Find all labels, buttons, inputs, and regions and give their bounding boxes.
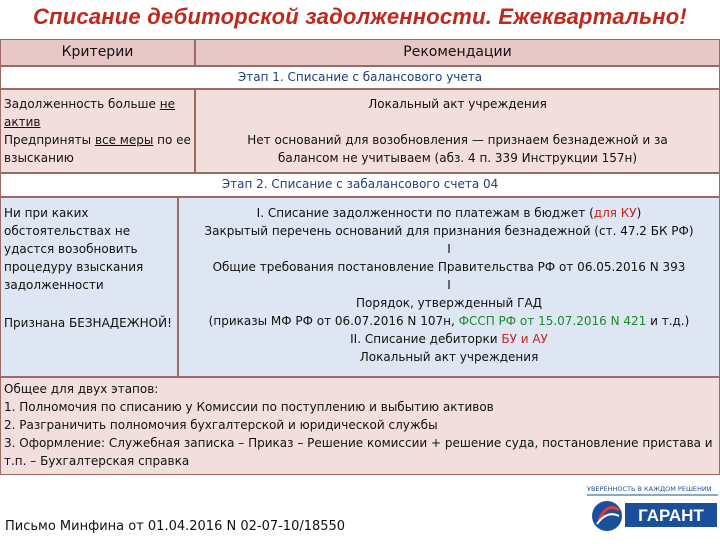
common-section xyxy=(0,377,720,475)
stage1-criteria xyxy=(0,89,195,173)
garant-logo xyxy=(585,480,720,540)
stage2-line3: I xyxy=(447,242,451,256)
stage1-label-text: Этап 1. Списание с балансового учета xyxy=(237,70,483,84)
stage1-recommendations xyxy=(195,89,720,173)
stage2-label xyxy=(0,173,720,197)
stage2-line8: II. Списание дебиторки БУ и АУ xyxy=(350,332,548,346)
common-item-3: 3. Оформление: Служебная записка – Приказ – Решение комиссии + решение суда, постановление пристава и т.п. – Бухгалтерская справка xyxy=(4,436,713,468)
stage2-line4: Общие требования постановление Правительства РФ от 06.05.2016 N 393 xyxy=(212,260,686,274)
stage1-rec2: Нет оснований для возобновления — признаем безнадежной и за балансом не учитываем (абз. 4 п. 339 Инструкции 157н) xyxy=(247,133,668,165)
stage1-rec1: Локальный акт учреждения xyxy=(368,97,547,111)
stage2-line1: I. Списание задолженности по платежам в бюджет (для КУ) xyxy=(256,206,642,220)
stage2-line9: Локальный акт учреждения xyxy=(359,350,539,364)
stage2-line2: Закрытый перечень оснований для признания безнадежной (ст. 47.2 БК РФ) xyxy=(204,224,694,238)
common-item-2: 2. Разграничить полномочия бухгалтерской и юридической службы xyxy=(4,418,438,432)
logo-wordmark: ГАРАНТ xyxy=(638,506,704,525)
stage2-crit2: Признана БЕЗНАДЕЖНОЙ! xyxy=(4,316,172,330)
header-recommendations-label: Рекомендации xyxy=(403,44,512,60)
stage2-line5: I xyxy=(447,278,451,292)
minfin-letter: Письмо Минфина от 01.04.2016 N 02-07-10/18550 xyxy=(5,519,346,534)
stage2-line7: (приказы МФ РФ от 06.07.2016 N 107н, ФССП РФ от 15.07.2016 N 421 и т.д.) xyxy=(208,314,690,328)
stage2-label-text: Этап 2. Списание с забалансового счета 04 xyxy=(221,177,499,191)
page-title: Списание дебиторской задолженности. Ежеквартально! xyxy=(33,4,687,29)
stage2-line6: Порядок, утвержденный ГАД xyxy=(355,296,543,310)
header-criteria xyxy=(0,39,195,66)
stage1-label xyxy=(0,66,720,89)
garant-logo-graphic xyxy=(585,480,720,540)
header-criteria-label: Критерии xyxy=(61,44,134,60)
stage2-criteria xyxy=(0,197,178,377)
stage1-crit-a: Задолженность больше не актив xyxy=(4,97,175,129)
common-heading: Общее для двух этапов: xyxy=(4,382,159,396)
stage1-crit-b: Предприняты все меры по ее взысканию xyxy=(4,133,191,165)
common-item-1: 1. Полномочия по списанию у Комиссии по поступлению и выбытию активов xyxy=(4,400,494,414)
header-recommendations xyxy=(195,39,720,66)
logo-slogan: УВЕРЕННОСТЬ В КАЖДОМ РЕШЕНИИ xyxy=(587,485,712,493)
stage2-recommendations xyxy=(178,197,720,377)
stage2-crit1: Ни при каких обстоятельствах не удастся возобновить процедуру взыскания задолженности xyxy=(4,206,144,292)
